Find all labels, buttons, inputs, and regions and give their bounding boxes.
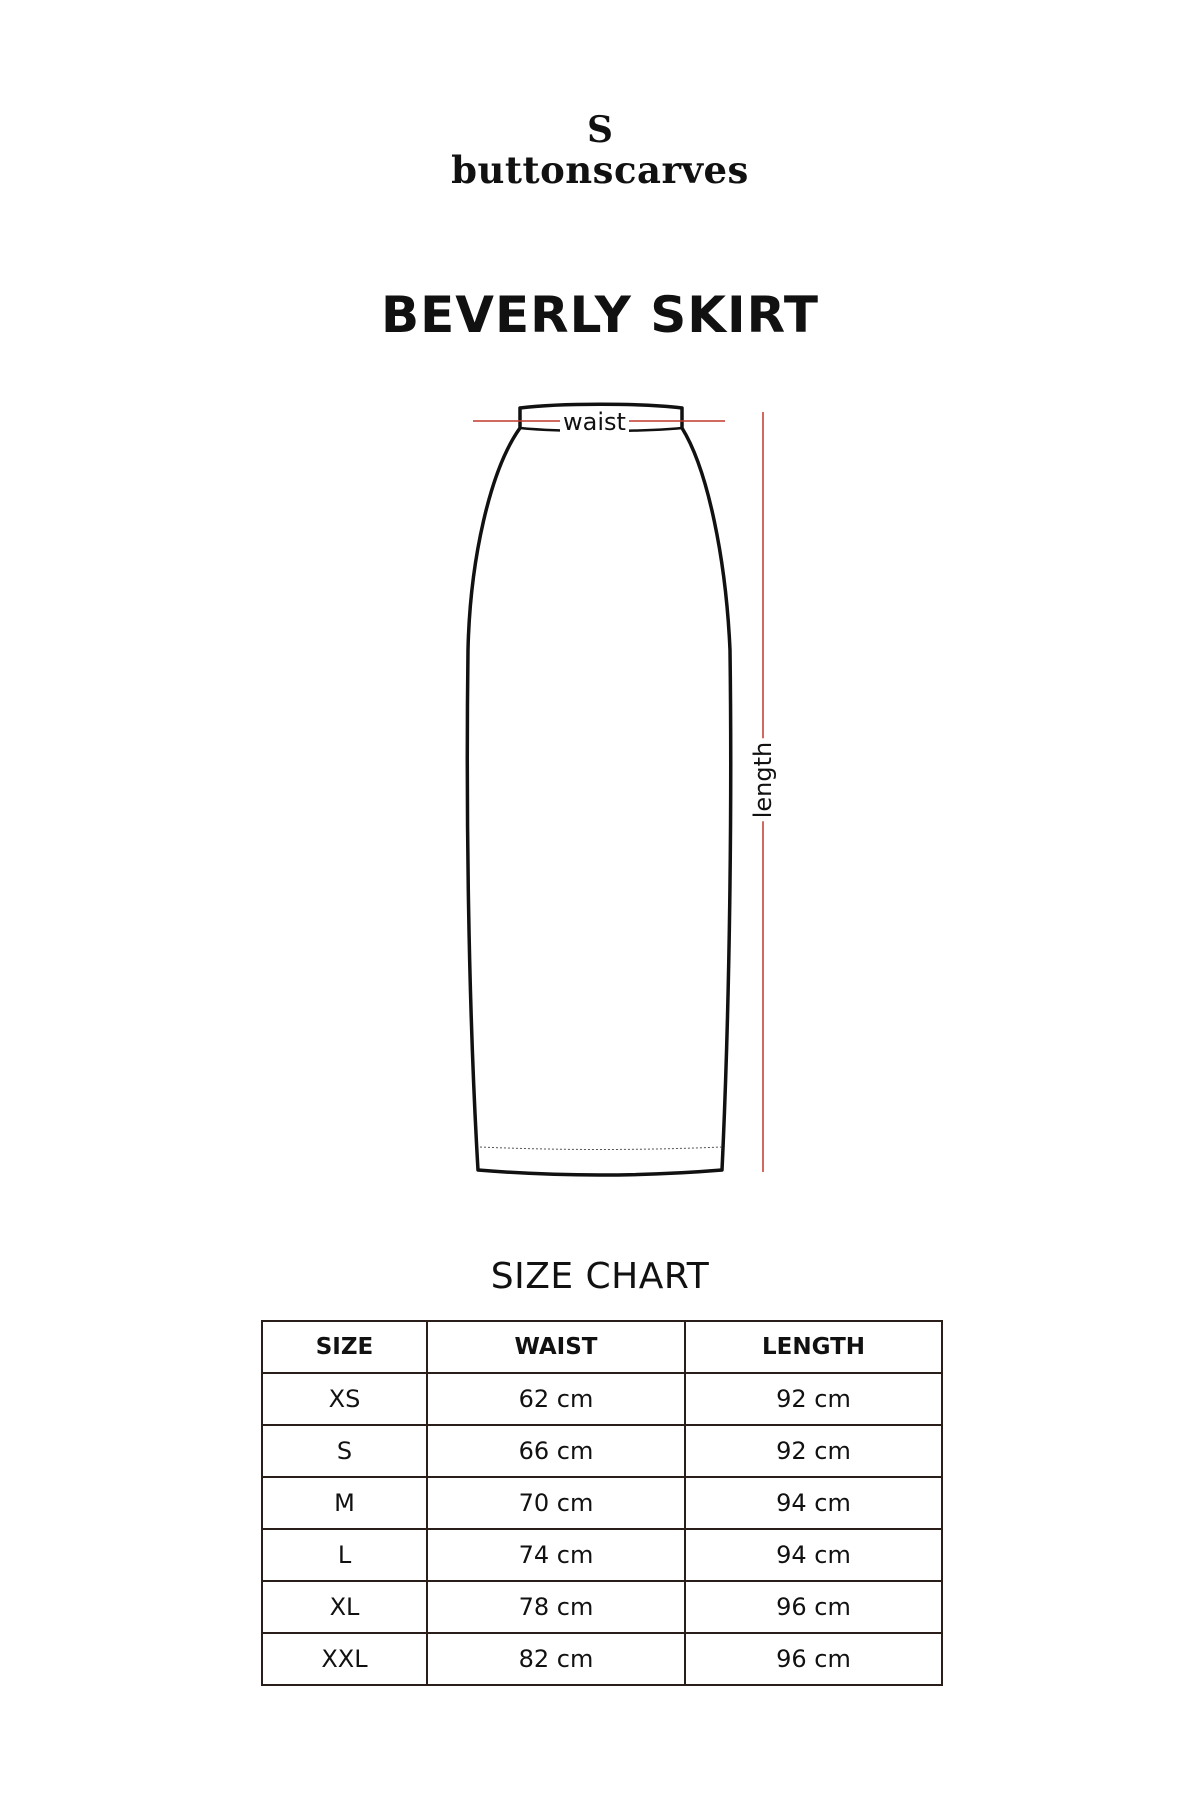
cell-waist: 74 cm	[427, 1529, 685, 1581]
waist-label: waist	[560, 408, 629, 436]
size-chart-heading: SIZE CHART	[490, 1256, 710, 1297]
cell-length: 92 cm	[685, 1373, 942, 1425]
cell-length: 96 cm	[685, 1633, 942, 1685]
table-row	[262, 1581, 942, 1633]
cell-length: 94 cm	[685, 1529, 942, 1581]
table-row	[262, 1425, 942, 1477]
cell-waist: 62 cm	[427, 1373, 685, 1425]
column-header-size: SIZE	[262, 1321, 427, 1373]
skirt-outline	[467, 404, 730, 1175]
table-header-row	[262, 1321, 942, 1373]
size-chart-table	[261, 1320, 943, 1686]
cell-length: 96 cm	[685, 1581, 942, 1633]
product-title: BEVERLY SKIRT	[380, 286, 820, 344]
table-row	[262, 1373, 942, 1425]
cell-size: S	[262, 1425, 427, 1477]
table-row	[262, 1633, 942, 1685]
cell-size: XXL	[262, 1633, 427, 1685]
hem-stitch-line	[480, 1147, 722, 1150]
table-row	[262, 1529, 942, 1581]
brand-name: buttonscarves	[451, 148, 749, 192]
column-header-length: LENGTH	[685, 1321, 942, 1373]
column-header-waist: WAIST	[427, 1321, 685, 1373]
cell-size: L	[262, 1529, 427, 1581]
cell-length: 92 cm	[685, 1425, 942, 1477]
cell-waist: 78 cm	[427, 1581, 685, 1633]
cell-waist: 70 cm	[427, 1477, 685, 1529]
length-label: length	[749, 739, 777, 822]
table-row	[262, 1477, 942, 1529]
cell-size: XL	[262, 1581, 427, 1633]
cell-size: M	[262, 1477, 427, 1529]
cell-length: 94 cm	[685, 1477, 942, 1529]
brand-mark: S	[587, 109, 613, 151]
cell-waist: 82 cm	[427, 1633, 685, 1685]
cell-size: XS	[262, 1373, 427, 1425]
cell-waist: 66 cm	[427, 1425, 685, 1477]
